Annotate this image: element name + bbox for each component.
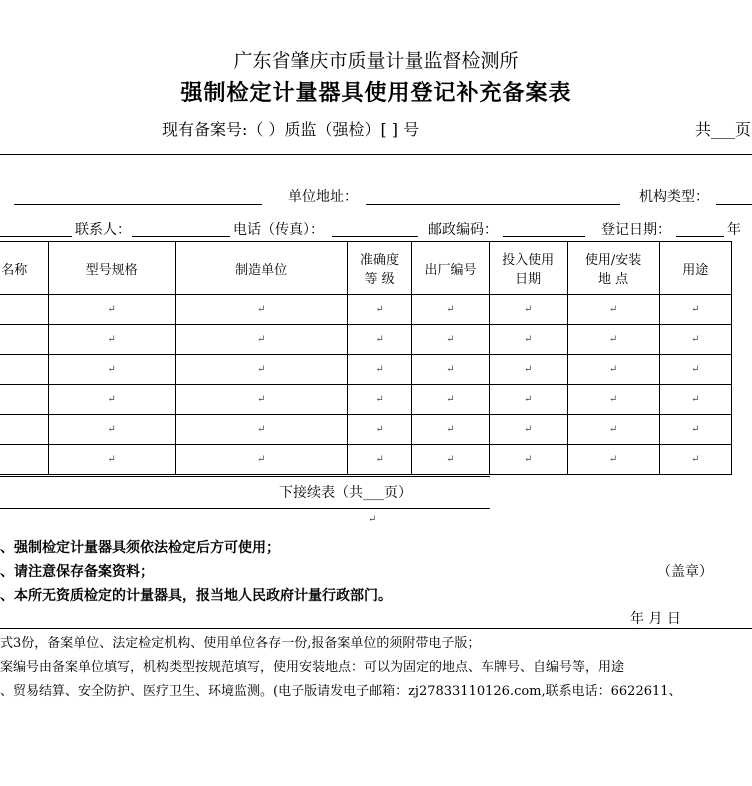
table-cell[interactable]: ↵ (567, 355, 659, 385)
table-cell[interactable] (0, 325, 48, 355)
table-cell[interactable]: ↵ (48, 415, 175, 445)
table-cell[interactable]: ↵ (489, 445, 567, 475)
col-header-location: 使用/安装 地 点 (567, 242, 659, 295)
col-header-start-date: 投入使用 日期 (489, 242, 567, 295)
note-3: 、本所无资质检定的计量器具，报当地人民政府计量行政部门。 (0, 588, 392, 604)
record-number: 现有备案号:（ ）质监（强检）[ ] 号 (162, 120, 420, 139)
table-row (0, 445, 732, 475)
note-2: 、请注意保存备案资料； (0, 564, 154, 580)
table-row (0, 295, 732, 325)
footer-line-3: 、贸易结算、安全防护、医疗卫生、环境监测。(电子版请发电子邮箱：zj27833110126.com,联系电话：6622611、 (0, 684, 682, 699)
contact-label: 联系人： (75, 222, 131, 238)
signature-date: 年 月 日 (630, 611, 681, 627)
reg-date-label: 登记日期： (601, 222, 671, 238)
table-row (0, 355, 732, 385)
table-cell[interactable]: ↵ (347, 385, 412, 415)
table-cell[interactable]: ↵ (175, 295, 347, 325)
table-cell[interactable]: ↵ (659, 325, 732, 355)
col-header-model: 型号规格 (48, 242, 175, 295)
table-header-row (0, 242, 732, 295)
note-1: 、强制检定计量器具须依法检定后方可使用； (0, 540, 280, 556)
table-cell[interactable]: ↵ (567, 415, 659, 445)
table-row (0, 415, 732, 445)
continuation-rule (0, 508, 490, 509)
table-cell[interactable]: ↵ (347, 325, 412, 355)
table-cell[interactable]: ↵ (489, 385, 567, 415)
table-cell[interactable]: ↵ (175, 385, 347, 415)
table-cell[interactable]: ↵ (347, 355, 412, 385)
table-cell[interactable]: ↵ (48, 325, 175, 355)
header-divider (0, 154, 752, 155)
table-cell[interactable]: ↵ (347, 445, 412, 475)
equipment-table (0, 241, 732, 475)
table-cell[interactable]: ↵ (347, 295, 412, 325)
table-cell[interactable] (0, 385, 48, 415)
table-row (0, 385, 732, 415)
table-cell[interactable] (0, 355, 48, 385)
table-cell[interactable]: ↵ (48, 355, 175, 385)
table-cell[interactable]: ↵ (175, 445, 347, 475)
table-cell[interactable]: ↵ (489, 415, 567, 445)
table-cell[interactable]: ↵ (175, 415, 347, 445)
postcode-line (503, 236, 585, 237)
table-cell[interactable] (0, 445, 48, 475)
address-line (366, 204, 620, 205)
phone-line (332, 236, 418, 237)
table-cell[interactable]: ↵ (659, 355, 732, 385)
org-name: 广东省肇庆市质量计量监督检测所 (233, 50, 519, 72)
table-cell[interactable]: ↵ (659, 445, 732, 475)
table-cell[interactable] (0, 415, 48, 445)
table-cell[interactable]: ↵ (175, 325, 347, 355)
table-cell[interactable]: ↵ (567, 385, 659, 415)
table-cell[interactable]: ↵ (48, 385, 175, 415)
table-cell[interactable]: ↵ (659, 295, 732, 325)
table-bottom-rule (0, 476, 490, 477)
table-cell[interactable]: ↵ (347, 415, 412, 445)
col-header-purpose: 用途 (659, 242, 732, 295)
seal-label: （盖章） (657, 564, 713, 580)
year-label: 年 (727, 222, 741, 238)
form-title: 强制检定计量器具使用登记补充备案表 (180, 80, 572, 106)
table-cell[interactable]: ↵ (489, 295, 567, 325)
table-cell[interactable]: ↵ (48, 295, 175, 325)
paragraph-mark: ↵ (368, 514, 377, 525)
footer-line-2: 案编号由备案单位填写，机构类型按规范填写，使用安装地点：可以为固定的地点、车牌号、自编号等，用途 (0, 660, 625, 675)
col-header-manufacturer: 制造单位 (175, 242, 347, 295)
col-header-serial: 出厂编号 (412, 242, 489, 295)
org-type-line (716, 204, 752, 205)
phone-label: 电话（传真）： (233, 222, 324, 238)
continuation-note: 下接续表（共___页） (279, 485, 412, 501)
table-cell[interactable]: ↵ (412, 385, 489, 415)
table-cell[interactable]: ↵ (489, 325, 567, 355)
footer-line-1: 式3份，备案单位、法定检定机构、使用单位各存一份,报备案单位的须附带电子版； (0, 636, 481, 651)
table-cell[interactable]: ↵ (567, 445, 659, 475)
org-type-label: 机构类型： (639, 189, 709, 205)
table-cell[interactable] (0, 295, 48, 325)
table-cell[interactable]: ↵ (489, 355, 567, 385)
table-cell[interactable]: ↵ (412, 445, 489, 475)
table-cell[interactable]: ↵ (412, 295, 489, 325)
address-label: 单位地址： (288, 189, 358, 205)
reg-date-line (676, 236, 724, 237)
table-cell[interactable]: ↵ (567, 325, 659, 355)
footer-divider (0, 628, 752, 629)
table-cell[interactable]: ↵ (175, 355, 347, 385)
table-cell[interactable]: ↵ (659, 385, 732, 415)
total-pages: 共___页 (695, 120, 752, 139)
table-cell[interactable]: ↵ (412, 415, 489, 445)
contact-line (132, 236, 230, 237)
col-header-accuracy: 准确度 等 级 (347, 242, 412, 295)
unit-name-line (14, 204, 262, 205)
table-row (0, 325, 732, 355)
col-header-name: 名称 (0, 242, 48, 295)
field-line-a (0, 236, 72, 237)
table-cell[interactable]: ↵ (412, 355, 489, 385)
table-cell[interactable]: ↵ (48, 445, 175, 475)
table-cell[interactable]: ↵ (567, 295, 659, 325)
table-cell[interactable]: ↵ (412, 325, 489, 355)
table-cell[interactable]: ↵ (659, 415, 732, 445)
postcode-label: 邮政编码： (428, 222, 498, 238)
